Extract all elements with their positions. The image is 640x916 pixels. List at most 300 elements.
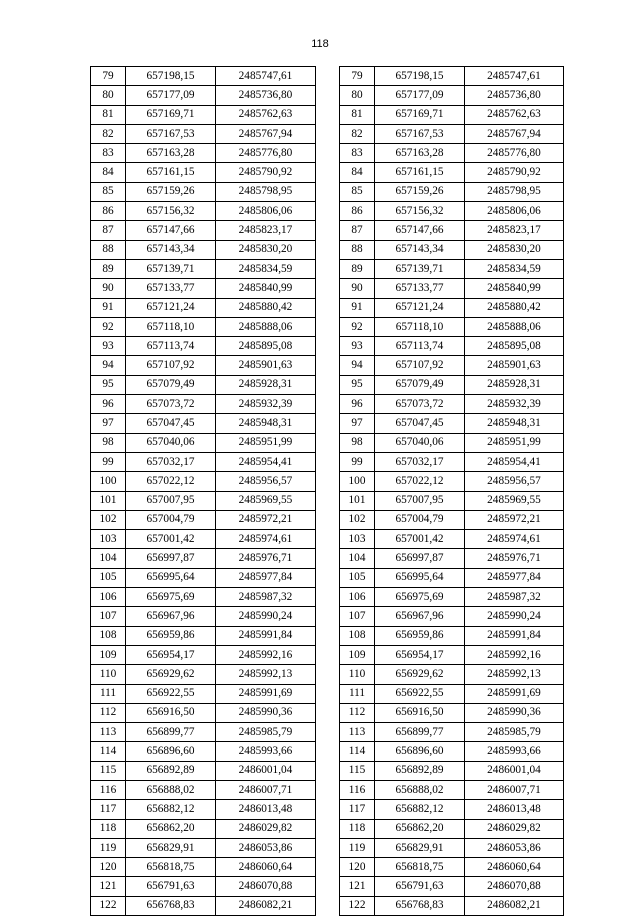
point-number-cell: 103 [91,530,126,549]
y-coordinate-cell: 2485976,71 [465,549,564,568]
table-row [340,626,564,645]
table-row [91,645,316,664]
point-number-cell: 108 [91,626,126,645]
point-number-cell: 107 [91,607,126,626]
x-coordinate-cell: 656896,60 [375,742,465,761]
x-coordinate-cell: 657107,92 [126,356,216,375]
x-coordinate-cell: 657143,34 [375,240,465,259]
y-coordinate-cell: 2485991,69 [465,684,564,703]
x-coordinate-cell: 656967,96 [375,607,465,626]
table-row [340,433,564,452]
table-row [91,433,316,452]
point-number-cell: 122 [91,896,126,915]
y-coordinate-cell: 2485762,63 [216,105,316,124]
y-coordinate-cell: 2485992,13 [465,665,564,684]
table-row [91,742,316,761]
y-coordinate-cell: 2485776,80 [216,144,316,163]
x-coordinate-cell: 657133,77 [126,279,216,298]
point-number-cell: 93 [340,337,375,356]
table-row [91,67,316,86]
table-row [340,298,564,317]
point-number-cell: 84 [91,163,126,182]
table-row [340,491,564,510]
x-coordinate-cell: 657121,24 [126,298,216,317]
point-number-cell: 91 [91,298,126,317]
y-coordinate-cell: 2486060,64 [465,858,564,877]
table-row [340,259,564,278]
point-number-cell: 81 [91,105,126,124]
point-number-cell: 85 [91,182,126,201]
table-row [91,491,316,510]
point-number-cell: 82 [340,124,375,143]
x-coordinate-cell: 657107,92 [375,356,465,375]
table-row [91,414,316,433]
x-coordinate-cell: 657177,09 [126,86,216,105]
table-row [91,819,316,838]
point-number-cell: 100 [91,472,126,491]
y-coordinate-cell: 2486082,21 [216,896,316,915]
y-coordinate-cell: 2486082,21 [465,896,564,915]
table-row [340,163,564,182]
table-row [91,395,316,414]
table-row [340,452,564,471]
x-coordinate-cell: 657040,06 [375,433,465,452]
point-number-cell: 118 [340,819,375,838]
y-coordinate-cell: 2485972,21 [465,510,564,529]
point-number-cell: 96 [340,395,375,414]
point-number-cell: 91 [340,298,375,317]
y-coordinate-cell: 2485806,06 [465,202,564,221]
y-coordinate-cell: 2485977,84 [216,568,316,587]
table-row [340,395,564,414]
point-number-cell: 89 [91,259,126,278]
table-row [91,279,316,298]
y-coordinate-cell: 2485798,95 [465,182,564,201]
table-row [91,202,316,221]
x-coordinate-cell: 657121,24 [375,298,465,317]
point-number-cell: 116 [340,780,375,799]
x-coordinate-cell: 657032,17 [375,452,465,471]
y-coordinate-cell: 2485956,57 [465,472,564,491]
table-row [91,800,316,819]
point-number-cell: 87 [340,221,375,240]
table-row [340,530,564,549]
table-row [91,723,316,742]
x-coordinate-cell: 657040,06 [126,433,216,452]
table-row [340,86,564,105]
x-coordinate-cell: 656959,86 [126,626,216,645]
x-coordinate-cell: 656922,55 [126,684,216,703]
point-number-cell: 95 [340,375,375,394]
point-number-cell: 107 [340,607,375,626]
y-coordinate-cell: 2485992,13 [216,665,316,684]
x-coordinate-cell: 656862,20 [375,819,465,838]
y-coordinate-cell: 2485974,61 [216,530,316,549]
point-number-cell: 85 [340,182,375,201]
x-coordinate-cell: 657047,45 [126,414,216,433]
table-row [340,838,564,857]
x-coordinate-cell: 657118,10 [375,317,465,336]
table-row [91,240,316,259]
x-coordinate-cell: 657001,42 [375,530,465,549]
y-coordinate-cell: 2485767,94 [465,124,564,143]
page-number: 118 [311,38,329,50]
x-coordinate-cell: 657118,10 [126,317,216,336]
point-number-cell: 113 [340,723,375,742]
point-number-cell: 94 [340,356,375,375]
y-coordinate-cell: 2485990,36 [465,703,564,722]
y-coordinate-cell: 2485880,42 [216,298,316,317]
x-coordinate-cell: 657007,95 [375,491,465,510]
point-number-cell: 114 [91,742,126,761]
x-coordinate-cell: 657156,32 [126,202,216,221]
y-coordinate-cell: 2485991,84 [465,626,564,645]
table-row [340,549,564,568]
table-row [91,221,316,240]
point-number-cell: 99 [91,452,126,471]
x-coordinate-cell: 657139,71 [375,259,465,278]
point-number-cell: 121 [340,877,375,896]
table-row [340,588,564,607]
point-number-cell: 103 [340,530,375,549]
point-number-cell: 80 [340,86,375,105]
x-coordinate-cell: 657022,12 [375,472,465,491]
x-coordinate-cell: 657159,26 [126,182,216,201]
point-number-cell: 116 [91,780,126,799]
x-coordinate-cell: 657167,53 [126,124,216,143]
x-coordinate-cell: 657047,45 [375,414,465,433]
point-number-cell: 90 [91,279,126,298]
x-coordinate-cell: 657161,15 [375,163,465,182]
table-row [91,472,316,491]
y-coordinate-cell: 2485798,95 [216,182,316,201]
point-number-cell: 105 [340,568,375,587]
y-coordinate-cell: 2485990,24 [465,607,564,626]
point-number-cell: 102 [91,510,126,529]
x-coordinate-cell: 656899,77 [375,723,465,742]
table-row [340,723,564,742]
point-number-cell: 117 [340,800,375,819]
y-coordinate-cell: 2485969,55 [465,491,564,510]
table-row [340,182,564,201]
table-row [340,105,564,124]
y-coordinate-cell: 2485972,21 [216,510,316,529]
point-number-cell: 80 [91,86,126,105]
table-row [91,896,316,915]
point-number-cell: 109 [91,645,126,664]
point-number-cell: 89 [340,259,375,278]
x-coordinate-cell: 656768,83 [126,896,216,915]
table-row [340,144,564,163]
x-coordinate-cell: 656829,91 [126,838,216,857]
table-row [91,568,316,587]
x-coordinate-cell: 656975,69 [126,588,216,607]
x-coordinate-cell: 657159,26 [375,182,465,201]
table-row [91,607,316,626]
table-row [91,665,316,684]
y-coordinate-cell: 2485985,79 [216,723,316,742]
table-row [340,800,564,819]
point-number-cell: 106 [340,588,375,607]
table-row [340,375,564,394]
x-coordinate-cell: 656882,12 [375,800,465,819]
table-row [91,86,316,105]
table-row [91,530,316,549]
y-coordinate-cell: 2485928,31 [465,375,564,394]
y-coordinate-cell: 2485932,39 [465,395,564,414]
table-row [340,337,564,356]
x-coordinate-cell: 657169,71 [375,105,465,124]
table-row [340,568,564,587]
point-number-cell: 96 [91,395,126,414]
table-row [340,124,564,143]
x-coordinate-cell: 657163,28 [375,144,465,163]
x-coordinate-cell: 656967,96 [126,607,216,626]
x-coordinate-cell: 656882,12 [126,800,216,819]
table-row [91,858,316,877]
table-row [340,317,564,336]
point-number-cell: 122 [340,896,375,915]
table-row [91,452,316,471]
point-number-cell: 84 [340,163,375,182]
y-coordinate-cell: 2486001,04 [465,761,564,780]
point-number-cell: 79 [340,67,375,86]
y-coordinate-cell: 2485790,92 [216,163,316,182]
x-coordinate-cell: 656862,20 [126,819,216,838]
x-coordinate-cell: 656791,63 [126,877,216,896]
point-number-cell: 86 [91,202,126,221]
x-coordinate-cell: 656954,17 [126,645,216,664]
y-coordinate-cell: 2485830,20 [465,240,564,259]
table-row [340,510,564,529]
x-coordinate-cell: 657022,12 [126,472,216,491]
point-number-cell: 115 [91,761,126,780]
table-row [340,240,564,259]
x-coordinate-cell: 657163,28 [126,144,216,163]
x-coordinate-cell: 657004,79 [126,510,216,529]
y-coordinate-cell: 2485951,99 [216,433,316,452]
point-number-cell: 88 [340,240,375,259]
y-coordinate-cell: 2485992,16 [216,645,316,664]
x-coordinate-cell: 656975,69 [375,588,465,607]
x-coordinate-cell: 657147,66 [375,221,465,240]
y-coordinate-cell: 2485747,61 [216,67,316,86]
y-coordinate-cell: 2485993,66 [465,742,564,761]
table-row [340,645,564,664]
table-row [91,105,316,124]
y-coordinate-cell: 2485823,17 [216,221,316,240]
table-row [340,742,564,761]
x-coordinate-cell: 657079,49 [375,375,465,394]
x-coordinate-cell: 656995,64 [126,568,216,587]
y-coordinate-cell: 2486029,82 [216,819,316,838]
table-row [91,510,316,529]
y-coordinate-cell: 2485840,99 [216,279,316,298]
table-row [91,163,316,182]
y-coordinate-cell: 2485948,31 [216,414,316,433]
table-row [91,317,316,336]
point-number-cell: 112 [340,703,375,722]
point-number-cell: 105 [91,568,126,587]
table-row [91,259,316,278]
y-coordinate-cell: 2485969,55 [216,491,316,510]
x-coordinate-cell: 656995,64 [375,568,465,587]
x-coordinate-cell: 656997,87 [375,549,465,568]
point-number-cell: 110 [91,665,126,684]
x-coordinate-cell: 656818,75 [375,858,465,877]
point-number-cell: 83 [340,144,375,163]
point-number-cell: 104 [340,549,375,568]
x-coordinate-cell: 656829,91 [375,838,465,857]
y-coordinate-cell: 2485806,06 [216,202,316,221]
y-coordinate-cell: 2485880,42 [465,298,564,317]
point-number-cell: 113 [91,723,126,742]
point-number-cell: 88 [91,240,126,259]
x-coordinate-cell: 657079,49 [126,375,216,394]
x-coordinate-cell: 657032,17 [126,452,216,471]
y-coordinate-cell: 2485976,71 [216,549,316,568]
y-coordinate-cell: 2485990,24 [216,607,316,626]
point-number-cell: 120 [91,858,126,877]
table-row [91,182,316,201]
table-row [91,703,316,722]
point-number-cell: 115 [340,761,375,780]
table-row [91,124,316,143]
table-row [340,414,564,433]
table-row [340,665,564,684]
y-coordinate-cell: 2485901,63 [216,356,316,375]
y-coordinate-cell: 2486013,48 [465,800,564,819]
y-coordinate-cell: 2485985,79 [465,723,564,742]
y-coordinate-cell: 2485762,63 [465,105,564,124]
table-row [91,549,316,568]
x-coordinate-cell: 657073,72 [126,395,216,414]
x-coordinate-cell: 657198,15 [126,67,216,86]
x-coordinate-cell: 657169,71 [126,105,216,124]
x-coordinate-cell: 657139,71 [126,259,216,278]
table-row [340,67,564,86]
x-coordinate-cell: 656929,62 [375,665,465,684]
y-coordinate-cell: 2485776,80 [465,144,564,163]
coordinates-table-left [90,66,316,916]
x-coordinate-cell: 656896,60 [126,742,216,761]
table-row [340,607,564,626]
y-coordinate-cell: 2485901,63 [465,356,564,375]
y-coordinate-cell: 2486053,86 [216,838,316,857]
table-row [340,877,564,896]
x-coordinate-cell: 657004,79 [375,510,465,529]
x-coordinate-cell: 657143,34 [126,240,216,259]
point-number-cell: 79 [91,67,126,86]
x-coordinate-cell: 656818,75 [126,858,216,877]
y-coordinate-cell: 2486070,88 [465,877,564,896]
point-number-cell: 118 [91,819,126,838]
x-coordinate-cell: 657147,66 [126,221,216,240]
point-number-cell: 83 [91,144,126,163]
y-coordinate-cell: 2485747,61 [465,67,564,86]
table-row [340,221,564,240]
x-coordinate-cell: 656892,89 [126,761,216,780]
y-coordinate-cell: 2485954,41 [216,452,316,471]
x-coordinate-cell: 656916,50 [375,703,465,722]
point-number-cell: 102 [340,510,375,529]
x-coordinate-cell: 657113,74 [126,337,216,356]
y-coordinate-cell: 2485956,57 [216,472,316,491]
y-coordinate-cell: 2485993,66 [216,742,316,761]
x-coordinate-cell: 656888,02 [375,780,465,799]
point-number-cell: 97 [340,414,375,433]
table-row [340,202,564,221]
table-row [91,877,316,896]
y-coordinate-cell: 2485954,41 [465,452,564,471]
point-number-cell: 92 [91,317,126,336]
y-coordinate-cell: 2485991,69 [216,684,316,703]
y-coordinate-cell: 2485888,06 [465,317,564,336]
y-coordinate-cell: 2485895,08 [216,337,316,356]
point-number-cell: 119 [340,838,375,857]
point-number-cell: 98 [340,433,375,452]
x-coordinate-cell: 656922,55 [375,684,465,703]
y-coordinate-cell: 2485895,08 [465,337,564,356]
x-coordinate-cell: 657007,95 [126,491,216,510]
y-coordinate-cell: 2485948,31 [465,414,564,433]
table-row [91,684,316,703]
y-coordinate-cell: 2485840,99 [465,279,564,298]
table-row [340,703,564,722]
x-coordinate-cell: 657073,72 [375,395,465,414]
point-number-cell: 111 [340,684,375,703]
y-coordinate-cell: 2485736,80 [216,86,316,105]
table-row [91,588,316,607]
y-coordinate-cell: 2485767,94 [216,124,316,143]
x-coordinate-cell: 657198,15 [375,67,465,86]
y-coordinate-cell: 2485823,17 [465,221,564,240]
y-coordinate-cell: 2485928,31 [216,375,316,394]
y-coordinate-cell: 2485992,16 [465,645,564,664]
point-number-cell: 101 [91,491,126,510]
y-coordinate-cell: 2485932,39 [216,395,316,414]
y-coordinate-cell: 2486060,64 [216,858,316,877]
point-number-cell: 81 [340,105,375,124]
point-number-cell: 106 [91,588,126,607]
table-row [91,761,316,780]
table-row [91,356,316,375]
x-coordinate-cell: 656899,77 [126,723,216,742]
table-row [340,761,564,780]
y-coordinate-cell: 2486007,71 [216,780,316,799]
x-coordinate-cell: 656959,86 [375,626,465,645]
point-number-cell: 112 [91,703,126,722]
y-coordinate-cell: 2486053,86 [465,838,564,857]
y-coordinate-cell: 2486029,82 [465,819,564,838]
table-row [91,375,316,394]
point-number-cell: 119 [91,838,126,857]
y-coordinate-cell: 2485987,32 [216,588,316,607]
point-number-cell: 120 [340,858,375,877]
x-coordinate-cell: 656892,89 [375,761,465,780]
x-coordinate-cell: 656929,62 [126,665,216,684]
y-coordinate-cell: 2485790,92 [465,163,564,182]
x-coordinate-cell: 657113,74 [375,337,465,356]
point-number-cell: 90 [340,279,375,298]
point-number-cell: 111 [91,684,126,703]
point-number-cell: 95 [91,375,126,394]
table-row [340,858,564,877]
y-coordinate-cell: 2485951,99 [465,433,564,452]
point-number-cell: 82 [91,124,126,143]
point-number-cell: 99 [340,452,375,471]
table-row [340,780,564,799]
